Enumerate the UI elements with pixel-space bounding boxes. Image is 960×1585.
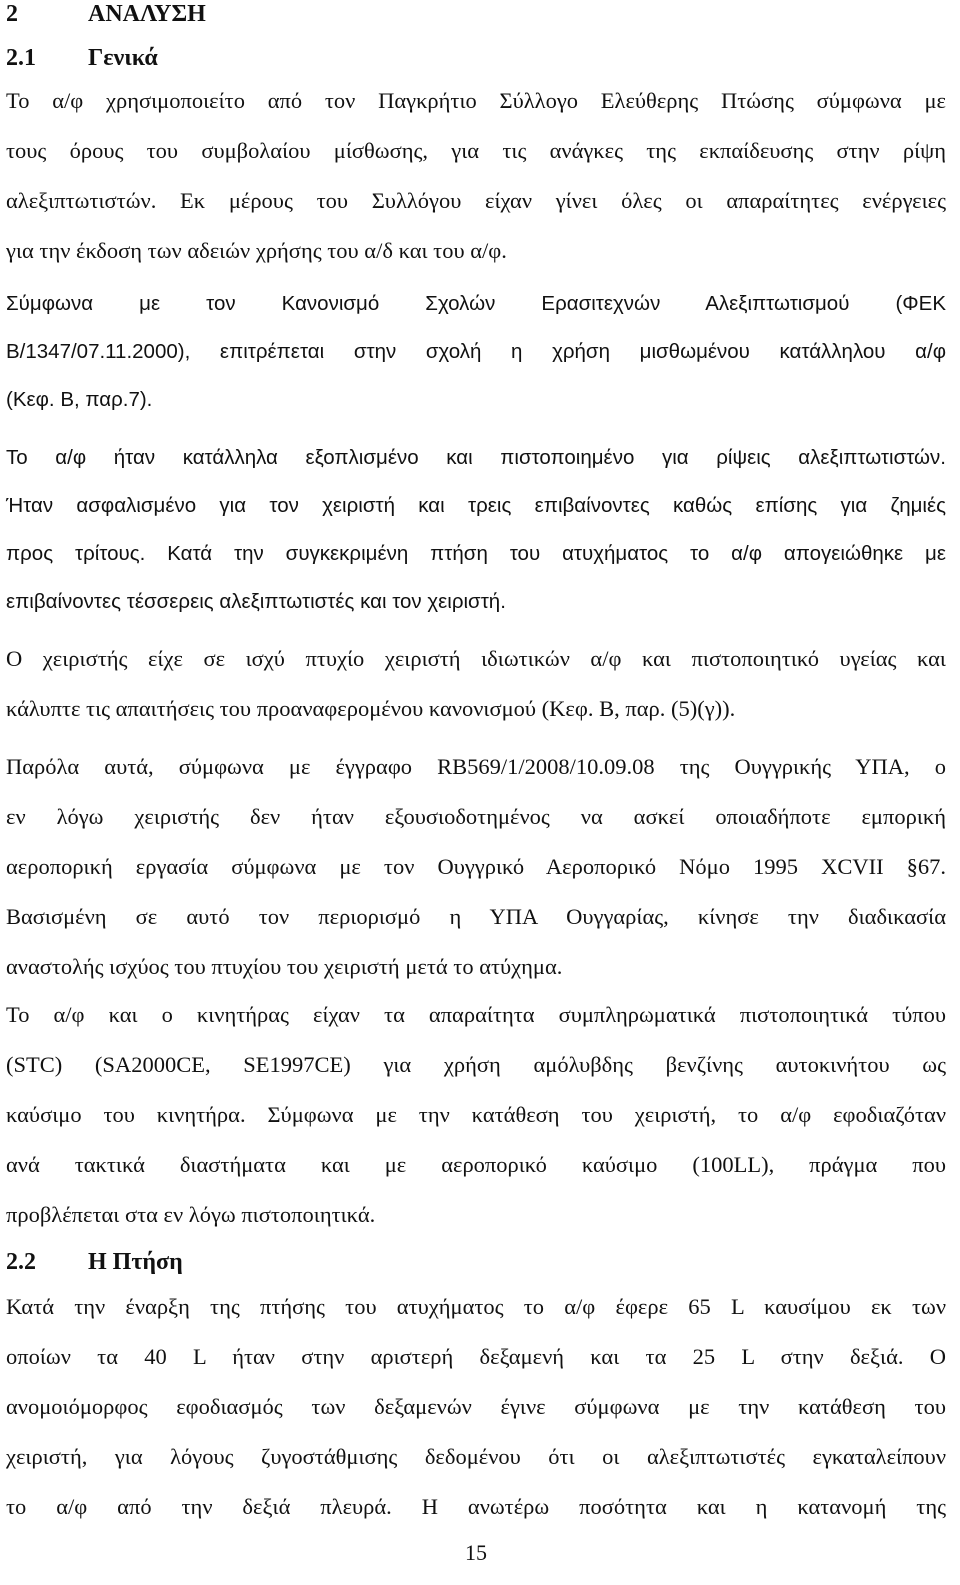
paragraph-pilot-license — [6, 634, 946, 734]
text-line: προς τρίτους. Κατά την συγκεκριμένη πτήση του ατυχήματος το α/φ απογειώθηκε με — [6, 542, 946, 565]
section-title: ΑΝΑΛΥΣΗ — [88, 1, 206, 27]
text-line: Το α/φ ήταν κατάλληλα εξοπλισμένο και πιστοποιημένο για ρίψεις αλεξιπτωτιστών. — [6, 446, 946, 469]
text-line: Το α/φ χρησιμοποιείτο από τον Παγκρήτιο Σύλλογο Ελεύθερης Πτώσης σύμφωνα με — [6, 88, 946, 113]
paragraph-authorization — [6, 742, 946, 992]
section-heading-2 — [6, 0, 206, 28]
section-number: 2.1 — [6, 45, 36, 71]
text-line: ανομοιόμορφος εφοδιασμός των δεξαμενών έγινε σύμφωνα με την κατάθεση του — [6, 1394, 946, 1419]
text-line: Ο χειριστής είχε σε ισχύ πτυχίο χειριστή ιδιωτικών α/φ και πιστοποιητικό υγείας και — [6, 646, 946, 671]
text-line: Παρόλα αυτά, σύμφωνα με έγγραφο RB569/1/2008/10.09.08 της Ουγγρικής ΥΠΑ, ο — [6, 754, 946, 779]
text-line: (Κεφ. Β, παρ.7). — [6, 388, 153, 411]
text-line: ανά τακτικά διαστήματα και με αεροπορικό καύσιμο (100LL), πράγμα που — [6, 1152, 946, 1177]
text-line: αλεξιπτωτιστών. Εκ μέρους του Συλλόγου είχαν γίνει όλες οι απαραίτητες ενέργειες — [6, 188, 946, 213]
text-line: προβλέπεται στα εν λόγω πιστοποιητικά. — [6, 1202, 376, 1227]
text-line: Βασισμένη σε αυτό τον περιορισμό η ΥΠΑ Ουγγαρίας, κίνησε την διαδικασία — [6, 904, 946, 929]
text-line: Β/1347/07.11.2000), επιτρέπεται στην σχολή η χρήση μισθωμένου κατάλληλου α/φ — [6, 340, 946, 363]
text-line: (STC) (SA2000CE, SE1997CE) για χρήση αμόλυβδης βενζίνης αυτοκινήτου ως — [6, 1052, 946, 1077]
section-title: Γενικά — [88, 45, 158, 71]
text-line: για την έκδοση των αδειών χρήσης του α/δ και του α/φ. — [6, 238, 507, 263]
section-heading-2-1 — [6, 44, 158, 72]
paragraph-lease — [6, 76, 946, 276]
section-number: 2.2 — [6, 1249, 36, 1275]
section-heading-2-2 — [6, 1248, 183, 1276]
text-line: αναστολής ισχύος του πτυχίου του χειριστή μετά το ατύχημα. — [6, 954, 563, 979]
text-line: Σύμφωνα με τον Κανονισμό Σχολών Ερασιτεχνών Αλεξιπτωτισμού (ΦΕΚ — [6, 292, 946, 315]
paragraph-equipment — [6, 434, 946, 626]
page-number: 15 — [465, 1540, 487, 1565]
text-line: Κατά την έναρξη της πτήσης του ατυχήματος το α/φ έφερε 65 L καυσίμου εκ των — [6, 1294, 946, 1319]
paragraph-regulation — [6, 280, 946, 424]
text-line: εν λόγω χειριστής δεν ήταν εξουσιοδοτημένος να ασκεί οποιαδήποτε εμπορική — [6, 804, 946, 829]
section-number: 2 — [6, 1, 18, 27]
text-line: χειριστή, για λόγους ζυγοστάθμισης δεδομένου ότι οι αλεξιπτωτιστές εγκαταλείπουν — [6, 1444, 946, 1469]
paragraph-flight-fuel — [6, 1282, 946, 1532]
text-line: οποίων τα 40 L ήταν στην αριστερή δεξαμενή και τα 25 L στην δεξιά. Ο — [6, 1344, 946, 1369]
text-line: επιβαίνοντες τέσσερεις αλεξιπτωτιστές και τον χειριστή. — [6, 590, 506, 613]
text-line: Ήταν ασφαλισμένο για τον χειριστή και τρεις επιβαίνοντες καθώς επίσης για ζημιές — [6, 494, 946, 517]
text-line: Το α/φ και ο κινητήρας είχαν τα απαραίτητα συμπληρωματικά πιστοποιητικά τύπου — [6, 1002, 946, 1027]
text-line: καύσιμο του κινητήρα. Σύμφωνα με την κατάθεση του χειριστή, το α/φ εφοδιαζόταν — [6, 1102, 946, 1127]
paragraph-fuel-certificates — [6, 990, 946, 1240]
text-line: κάλυπτε τις απαιτήσεις του προαναφερομένου κανονισμού (Κεφ. Β, παρ. (5)(γ)). — [6, 696, 736, 721]
text-line: τους όρους του συμβολαίου μίσθωσης, για τις ανάγκες της εκπαίδευσης στην ρίψη — [6, 138, 946, 163]
text-line: αεροπορική εργασία σύμφωνα με τον Ουγγρικό Αεροπορικό Νόμο 1995 XCVII §67. — [6, 854, 946, 879]
text-line: το α/φ από την δεξιά πλευρά. Η ανωτέρω ποσότητα και η κατανομή της — [6, 1494, 946, 1519]
section-title: Η Πτήση — [88, 1249, 183, 1275]
